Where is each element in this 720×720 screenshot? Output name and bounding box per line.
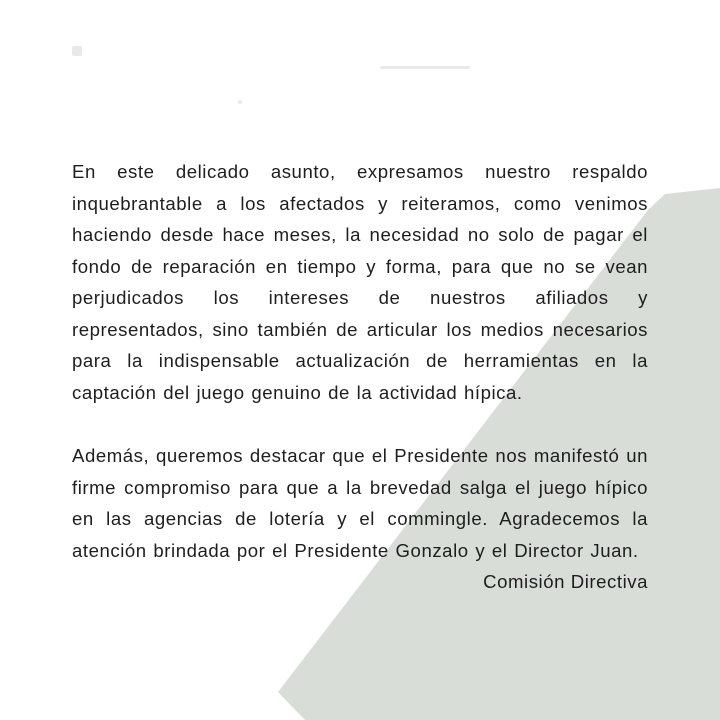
signature: Comisión Directiva [483,571,648,592]
letter-body [72,156,648,598]
faint-header-trace [380,66,470,69]
paragraph-support: En este delicado asunto, expresamos nuestro respaldo inquebrantable a los afectados y reiteramos, como venimos haciendo desde hace meses, la necesidad no solo de pagar el fondo de reparación en tiempo y forma, para que no se vean perjudicados los intereses de nuestros afiliados y representados, sino también de articular los medios necesarios para la indispensable actualización de herramientas en la captación del juego genuino de la actividad hípica. [72,161,648,403]
faint-header-trace [72,46,82,56]
paragraph-commitment: Además, queremos destacar que el Presidente nos manifestó un firme compromiso para que a la brevedad salga el juego hípico en las agencias de lotería y el commingle. Agradecemos la atención brindada por el Presidente Gonzalo y el Director Juan. [72,445,648,561]
faint-header-trace [238,100,242,104]
